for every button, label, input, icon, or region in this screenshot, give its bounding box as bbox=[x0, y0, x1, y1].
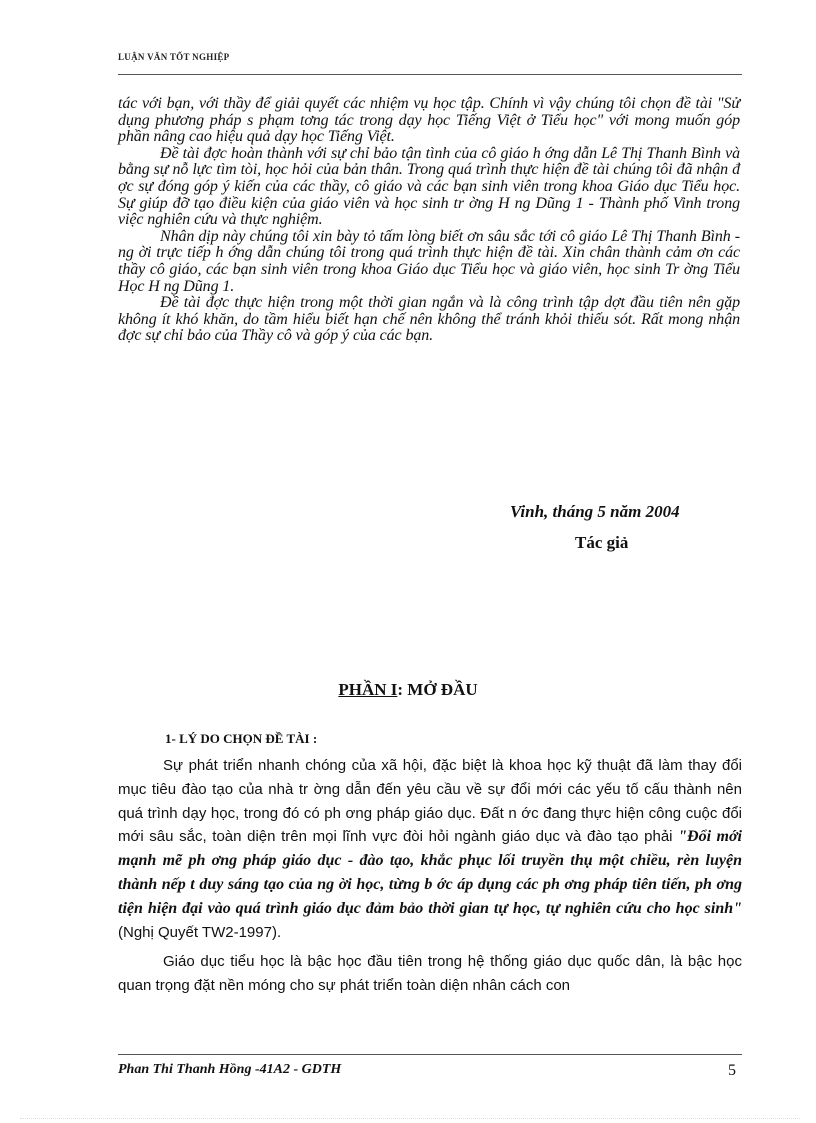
intro-paragraph: Đề tài đợc thực hiện trong một thời gian ngắn và là công trình tập dợt đầu tiên nên gặp không ít khó khăn, do tầm hiểu biết hạn chế nên không thể tránh khỏi thiếu sót. Rất mong nhận đợc sự chỉ bảo của Thầy cô và góp ý của các bạn. bbox=[118, 294, 740, 345]
intro-text bbox=[118, 96, 740, 345]
section-title: 1- LÝ DO CHỌN ĐỀ TÀI : bbox=[165, 731, 318, 746]
signature-author: Tác giả bbox=[575, 533, 629, 552]
signature-date: Vinh, tháng 5 năm 2004 bbox=[510, 502, 680, 521]
running-header: LUẬN VĂN TỐT NGHIỆP bbox=[118, 52, 230, 62]
body-paragraph bbox=[118, 754, 742, 944]
body-text bbox=[118, 754, 742, 998]
body-paragraph: Giáo dục tiểu học là bậc học đầu tiên trong hệ thống giáo dục quốc dân, là bậc học quan trọng đặt nền móng cho sự phát triển toàn diện nhân cách con bbox=[118, 953, 742, 995]
intro-paragraph: tác với bạn, với thầy để giải quyết các nhiệm vụ học tập. Chính vì vậy chúng tôi chọn đề tài "Sử dụng phương pháp s phạm tơng tác trong dạy học Tiếng Việt ở Tiểu học" với mong muốn góp phần nâng cao hiệu quả dạy học Tiếng Việt. bbox=[118, 95, 740, 146]
part-title bbox=[0, 680, 816, 700]
body-text-run: Sự phát triển nhanh chóng của xã hội, đặc biệt là khoa học kỹ thuật đã làm thay đổi mục tiêu đào tạo của nhà tr ờng dẫn đến yêu cầu về sự đổi mới các yếu tố cấu thành nên quá trình dạy học, trong đó có ph ơng pháp giáo dục. Đất n ớc đang thực hiện công cuộc đổi mới sâu sắc, toàn diện trên mọi lĩnh vực đòi hỏi ngành giáo dục và đào tạo phải bbox=[118, 757, 742, 846]
part-label: PHẦN I bbox=[338, 680, 398, 699]
intro-paragraph: Nhân dịp này chúng tôi xin bày tỏ tấm lòng biết ơn sâu sắc tới cô giáo Lê Thị Thanh Bình - ng ời trực tiếp h ớng dẫn chúng tôi trong quá trình thực hiện đề tài. Xin chân thành cảm ơn các thầy cô giáo, các bạn sinh viên trong khoa Giáo dục Tiểu học và giáo viên, học sinh Tr ờng Tiểu Học H ng Dũng 1. bbox=[118, 227, 740, 295]
intro-paragraph: Đề tài đợc hoàn thành với sự chỉ bảo tận tình của cô giáo h ớng dẫn Lê Thị Thanh Bình và bằng sự nỗ lực tìm tòi, học hỏi của bản thân. Trong quá trình thực hiện đề tài chúng tôi đã nhận đ ợc sự đóng góp ý kiến của các thầy, cô giáo và các bạn sinh viên trong khoa Giáo dục Tiểu học. Sự giúp đỡ tạo điều kiện của giáo viên và học sinh tr ờng H ng Dũng 1 - Thành phố Vinh trong việc nghiên cứu và thực nghiệm. bbox=[118, 144, 740, 229]
footer-rule bbox=[118, 1054, 742, 1055]
footer-author: Phan Thi Thanh Hồng -41A2 - GDTH bbox=[118, 1062, 342, 1077]
resolution-quote: "Đổi mới mạnh mẽ ph ơng pháp giáo dục - đào tạo, khắc phục lối truyền thụ một chiều, rèn luyện thành nếp t duy sáng tạo của ng ời học, từng b ớc áp dụng các ph ơng pháp tiên tiến, ph ơng tiện hiện đại vào quá trình giáo dục đảm bảo thời gian tự học, tự nghiên cứu cho học sinh" bbox=[118, 828, 742, 917]
body-text-run: (Nghị Quyết TW2-1997). bbox=[118, 923, 282, 941]
part-heading: : MỞ ĐẦU bbox=[397, 680, 478, 699]
header-rule bbox=[118, 74, 742, 75]
page-number: 5 bbox=[728, 1062, 736, 1079]
page-edge-divider bbox=[20, 1118, 800, 1119]
